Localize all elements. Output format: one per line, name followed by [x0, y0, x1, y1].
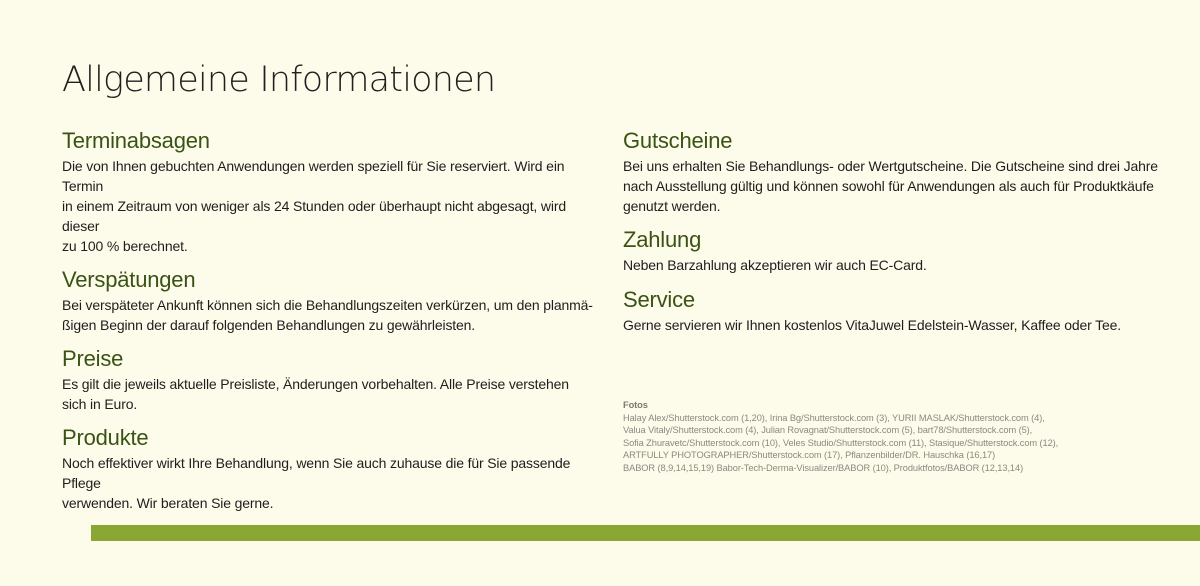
section-heading-terminabsagen: Terminabsagen — [62, 127, 210, 154]
photo-credit-line: ARTFULLY PHOTOGRAPHER/Shutterstock.com (17), Pflanzenbilder/DR. Hauschka (16,17) — [623, 450, 996, 461]
section-heading-verspaetungen: Verspätungen — [62, 266, 196, 293]
photo-credit-line: Halay Alex/Shutterstock.com (1,20), Irina Bg/Shutterstock.com (3), YURII MASLAK/Shutterstock.com (4), — [623, 412, 1045, 423]
text-line: Noch effektiver wirkt Ihre Behandlung, wenn Sie auch zuhause die für Sie passende Pflege — [62, 455, 571, 491]
text-line: Bei verspäteter Ankunft können sich die Behandlungszeiten verkürzen, um den planmä- — [62, 297, 593, 313]
section-gutscheine — [623, 126, 1163, 216]
text-line: in einem Zeitraum von weniger als 24 Stunden oder überhaupt nicht abgesagt, wird dieser — [62, 198, 566, 234]
text-line: verwenden. Wir beraten Sie gerne. — [62, 495, 274, 511]
section-text-terminabsagen — [62, 156, 602, 256]
section-heading-zahlung: Zahlung — [623, 226, 702, 253]
page-title: Allgemeine Informationen — [62, 60, 496, 100]
right-column — [623, 126, 1163, 335]
left-column — [62, 126, 602, 513]
section-terminabsagen — [62, 126, 602, 256]
section-text-zahlung — [623, 255, 1163, 275]
text-line: Bei uns erhalten Sie Behandlungs- oder Wertgutscheine. Die Gutscheine sind drei Jahre — [623, 158, 1158, 174]
section-verspaetungen — [62, 265, 602, 335]
text-line: zu 100 % berechnet. — [62, 238, 188, 254]
section-text-gutscheine — [623, 156, 1163, 216]
section-text-preise — [62, 374, 602, 414]
text-line: nach Ausstellung gültig und können sowohl für Anwendungen als auch für Produktkäufe — [623, 178, 1154, 194]
text-line: Neben Barzahlung akzeptieren wir auch EC-Card. — [623, 257, 927, 273]
photo-credit-line: Valua Vitaly/Shutterstock.com (4), Julian Rovagnat/Shutterstock.com (5), bart78/Shutterstock.com (5), — [623, 425, 1033, 436]
section-text-verspaetungen — [62, 295, 602, 335]
section-heading-preise: Preise — [62, 345, 124, 372]
section-heading-produkte: Produkte — [62, 424, 149, 451]
photo-credit-line: BABOR (8,9,14,15,19) Babor-Tech-Derma-Visualizer/BABOR (10), Produktfotos/BABOR (12,13,14) — [623, 462, 1024, 473]
section-produkte — [62, 423, 602, 513]
section-preise — [62, 344, 602, 414]
photo-credits — [623, 399, 1183, 475]
section-heading-gutscheine: Gutscheine — [623, 127, 733, 154]
photo-credit-line: Sofia Zhuravetc/Shutterstock.com (10), Veles Studio/Shutterstock.com (11), Stasique/Shutterstock.com (12), — [623, 437, 1059, 448]
section-zahlung — [623, 225, 1163, 275]
section-text-service — [623, 315, 1163, 335]
section-service — [623, 285, 1163, 335]
photo-credits-heading: Fotos — [623, 400, 648, 410]
text-line: genutzt werden. — [623, 198, 721, 214]
text-line: Gerne servieren wir Ihnen kostenlos VitaJuwel Edelstein-Wasser, Kaffee oder Tee. — [623, 317, 1121, 333]
text-line: Die von Ihnen gebuchten Anwendungen werden speziell für Sie reserviert. Wird ein Termin — [62, 158, 565, 194]
green-accent-bar — [91, 525, 1200, 541]
section-text-produkte — [62, 453, 602, 513]
text-line: sich in Euro. — [62, 396, 138, 412]
section-heading-service: Service — [623, 286, 695, 313]
text-line: ßigen Beginn der darauf folgenden Behandlungen zu gewährleisten. — [62, 317, 476, 333]
text-line: Es gilt die jeweils aktuelle Preisliste, Änderungen vorbehalten. Alle Preise verstehen — [62, 376, 569, 392]
